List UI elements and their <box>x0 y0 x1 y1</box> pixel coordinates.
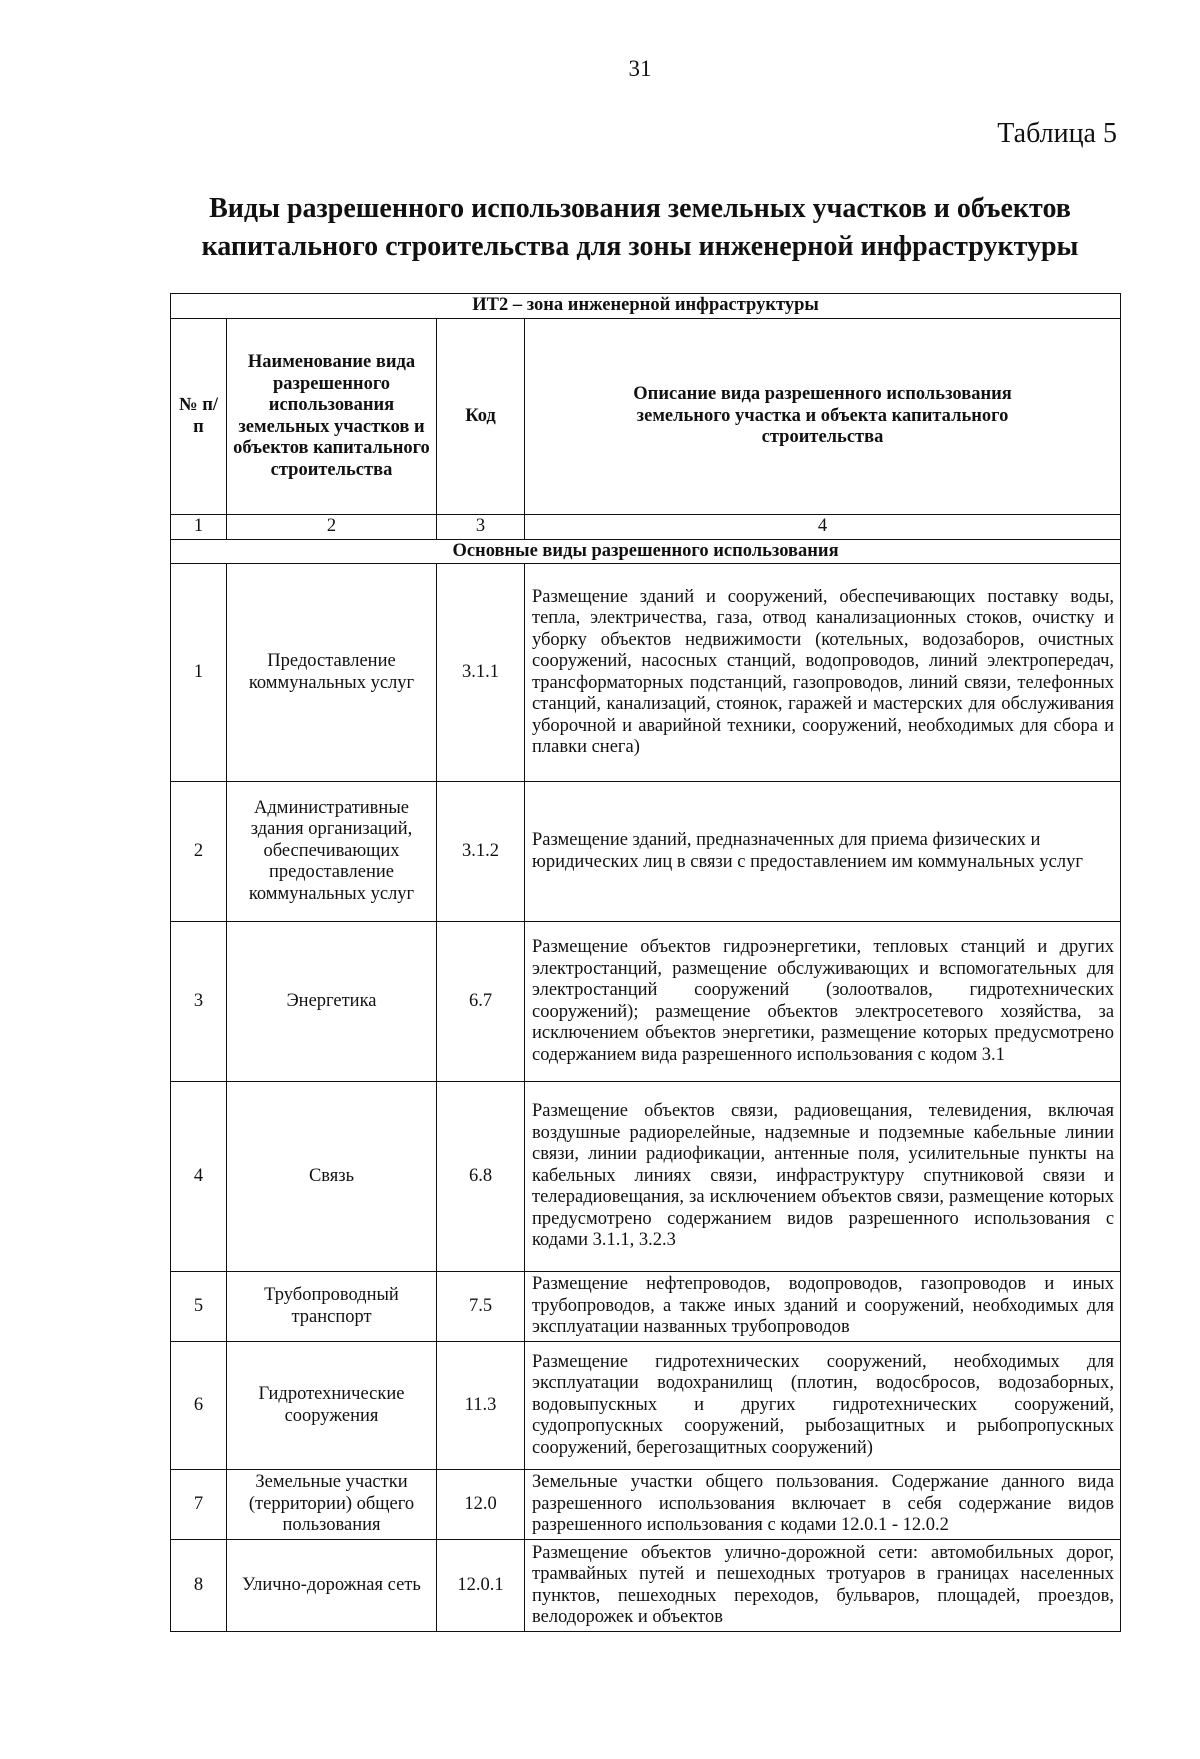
table-row <box>171 1342 1121 1470</box>
row-description: Размещение гидротехнических сооружений, необходимых для эксплуатации водохранилищ (плотин, водосбросов, водозаборных, водовыпускных и других гидротехнических сооружений, судопропускных сооружений, рыбозащитных и рыбопропускных сооружений, берегозащитных сооружений) <box>525 1342 1121 1470</box>
row-number: 2 <box>171 782 227 922</box>
table-row <box>171 1470 1121 1540</box>
row-name: Улично-дорожная сеть <box>227 1540 437 1632</box>
row-code: 6.7 <box>437 922 525 1082</box>
section-header: Основные виды разрешенного использования <box>171 539 1121 564</box>
table-row <box>171 1272 1121 1342</box>
column-header-name: Наименование вида разрешенного использования земельных участков и объектов капитального строительства <box>227 319 437 515</box>
row-name: Административные здания организаций, обеспечивающих предоставление коммунальных услуг <box>227 782 437 922</box>
row-description: Размещение объектов гидроэнергетики, тепловых станций и других электростанций, размещение обслуживающих и вспомогательных для электростанций сооружений (золоотвалов, гидротехнических сооружений); размещение объектов электросетевого хозяйства, за исключением объектов энергетики, размещение которых предусмотрено содержанием вида разрешенного использования с кодом 3.1 <box>525 922 1121 1082</box>
column-number: 1 <box>171 515 227 540</box>
column-header-description: Описание вида разрешенного использования земельного участка и объекта капитального строительства <box>525 319 1121 515</box>
table-row <box>171 1082 1121 1272</box>
row-name: Энергетика <box>227 922 437 1082</box>
column-number: 3 <box>437 515 525 540</box>
zone-header: ИТ2 – зона инженерной инфраструктуры <box>171 294 1121 319</box>
land-use-table <box>170 293 1121 1632</box>
row-number: 6 <box>171 1342 227 1470</box>
row-code: 12.0.1 <box>437 1540 525 1632</box>
table-row <box>171 922 1121 1082</box>
row-number: 5 <box>171 1272 227 1342</box>
row-code: 3.1.2 <box>437 782 525 922</box>
table-row <box>171 1540 1121 1632</box>
row-code: 6.8 <box>437 1082 525 1272</box>
row-name: Гидротехнические сооружения <box>227 1342 437 1470</box>
row-number: 7 <box>171 1470 227 1540</box>
column-number: 4 <box>525 515 1121 540</box>
table-row <box>171 564 1121 782</box>
row-number: 3 <box>171 922 227 1082</box>
row-name: Трубопроводный транспорт <box>227 1272 437 1342</box>
row-code: 12.0 <box>437 1470 525 1540</box>
section-header-row <box>171 539 1121 564</box>
row-description: Размещение зданий, предназначенных для приема физических и юридических лиц в связи с предоставлением им коммунальных услуг <box>525 782 1121 922</box>
column-header-row <box>171 319 1121 515</box>
row-description: Размещение нефтепроводов, водопроводов, газопроводов и иных трубопроводов, а также иных зданий и сооружений, необходимых для эксплуатации названных трубопроводов <box>525 1272 1121 1342</box>
row-number: 1 <box>171 564 227 782</box>
page-number: 31 <box>628 56 652 81</box>
row-description: Размещение объектов улично-дорожной сети: автомобильных дорог, трамвайных путей и пешеходных тротуаров в границах населенных пунктов, пешеходных переходов, бульваров, площадей, проездов, велодорожек и объектов <box>525 1540 1121 1632</box>
column-number-row <box>171 515 1121 540</box>
row-name: Связь <box>227 1082 437 1272</box>
row-description: Размещение зданий и сооружений, обеспечивающих поставку воды, тепла, электричества, газа, отвод канализационных стоков, очистку и уборку объектов недвижимости (котельных, водозаборов, очистных сооружений, насосных станций, водопроводов, линий электропередач, трансформаторных подстанций, газопроводов, линий связи, телефонных станций, канализаций, стоянок, гаражей и мастерских для обслуживания уборочной и аварийной техники, сооружений, необходимых для сбора и плавки снега) <box>525 564 1121 782</box>
row-name: Предоставление коммунальных услуг <box>227 564 437 782</box>
column-number: 2 <box>227 515 437 540</box>
document-title-line: Виды разрешенного использования земельных участков и объектов <box>209 193 1071 224</box>
column-header-code: Код <box>437 319 525 515</box>
row-name: Земельные участки (территории) общего пользования <box>227 1470 437 1540</box>
row-code: 11.3 <box>437 1342 525 1470</box>
row-code: 7.5 <box>437 1272 525 1342</box>
row-description: Размещение объектов связи, радиовещания, телевидения, включая воздушные радиорелейные, надземные и подземные кабельные линии связи, линии радиофикации, антенные поля, усилительные пункты на кабельных линиях связи, инфраструктуру спутниковой связи и телерадиовещания, за исключением объектов связи, размещение которых предусмотрено содержанием видов разрешенного использования с кодами 3.1.1, 3.2.3 <box>525 1082 1121 1272</box>
row-number: 4 <box>171 1082 227 1272</box>
table-row <box>171 782 1121 922</box>
row-description: Земельные участки общего пользования. Содержание данного вида разрешенного использования включает в себя содержание видов разрешенного использования с кодами 12.0.1 - 12.0.2 <box>525 1470 1121 1540</box>
zone-header-row <box>171 294 1121 319</box>
document-title-line: капитального строительства для зоны инженерной инфраструктуры <box>201 231 1079 262</box>
row-code: 3.1.1 <box>437 564 525 782</box>
table-label: Таблица 5 <box>997 118 1117 149</box>
row-number: 8 <box>171 1540 227 1632</box>
document-title <box>150 190 1130 266</box>
column-header-num: № п/п <box>171 319 227 515</box>
